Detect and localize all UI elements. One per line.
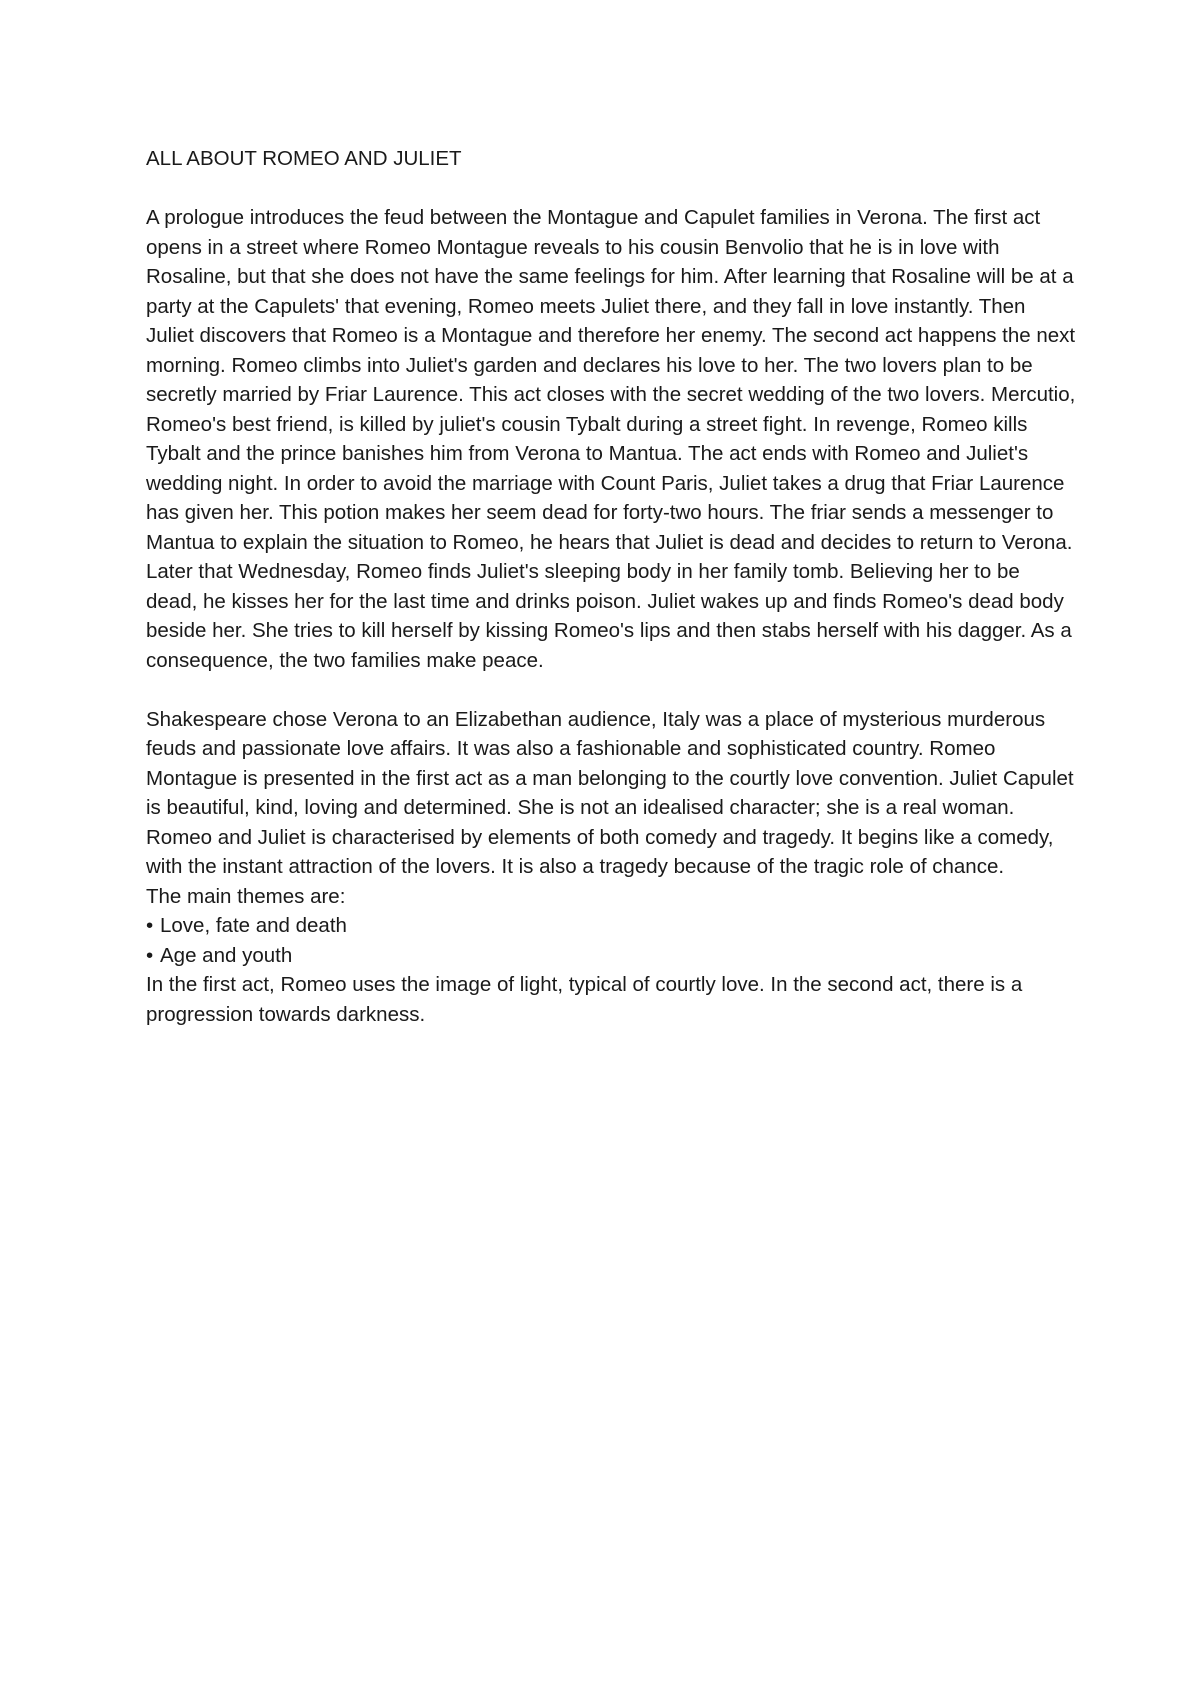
document-title: ALL ABOUT ROMEO AND JULIET bbox=[146, 147, 462, 170]
theme-label: Love, fate and death bbox=[160, 914, 347, 937]
list-item bbox=[146, 911, 1076, 941]
paragraph-analysis: Shakespeare chose Verona to an Elizabethan audience, Italy was a place of mysterious murderous feuds and passionate love affairs. It was also a fashionable and sophisticated country. Romeo Montague is presented in the first act as a man belonging to the courtly love convention. Juliet Capulet is beautiful, kind, loving and determined. She is not an idealised character; she is a real woman. Romeo and Juliet is characterised by elements of both comedy and tragedy. It begins like a comedy, with the instant attraction of the lovers. It is also a tragedy because of the tragic role of chance. bbox=[146, 707, 1074, 878]
list-item bbox=[146, 941, 1076, 971]
bullet-icon: • bbox=[146, 943, 154, 967]
document-body bbox=[146, 144, 1076, 1029]
paragraph-plot-summary: A prologue introduces the feud between the Montague and Capulet families in Verona. The first act opens in a street where Romeo Montague reveals to his cousin Benvolio that he is in love with Rosaline, but that she does not have the same feelings for him. After learning that Rosaline will be at a party at the Capulets' that evening, Romeo meets Juliet there, and they fall in love instantly. Then Juliet discovers that Romeo is a Montague and therefore her enemy. The second act happens the next morning. Romeo climbs into Juliet's garden and declares his love to her. The two lovers plan to be secretly married by Friar Laurence. This act closes with the secret wedding of the two lovers. Mercutio, Romeo's best friend, is killed by juliet's cousin Tybalt during a street fight. In revenge, Romeo kills Tybalt and the prince banishes him from Verona to Mantua. The act ends with Romeo and Juliet's wedding night. In order to avoid the marriage with Count Paris, Juliet takes a drug that Friar Laurence has given her. This potion makes her seem dead for forty-two hours. The friar sends a messenger to Mantua to explain the situation to Romeo, he hears that Juliet is dead and decides to return to Verona. Later that Wednesday, Romeo finds Juliet's sleeping body in her family tomb. Believing her to be dead, he kisses her for the last time and drinks poison. Juliet wakes up and finds Romeo's dead body beside her. She tries to kill herself by kissing Romeo's lips and then stabs herself with his dagger. As a consequence, the two families make peace. bbox=[146, 206, 1076, 672]
themes-list bbox=[146, 911, 1076, 970]
bullet-icon: • bbox=[146, 914, 154, 937]
theme-label: Age and youth bbox=[160, 943, 293, 967]
themes-intro: The main themes are: bbox=[146, 884, 346, 908]
closing-paragraph: In the first act, Romeo uses the image of light, typical of courtly love. In the second act, there is a progression towards darkness. bbox=[146, 973, 1023, 1026]
